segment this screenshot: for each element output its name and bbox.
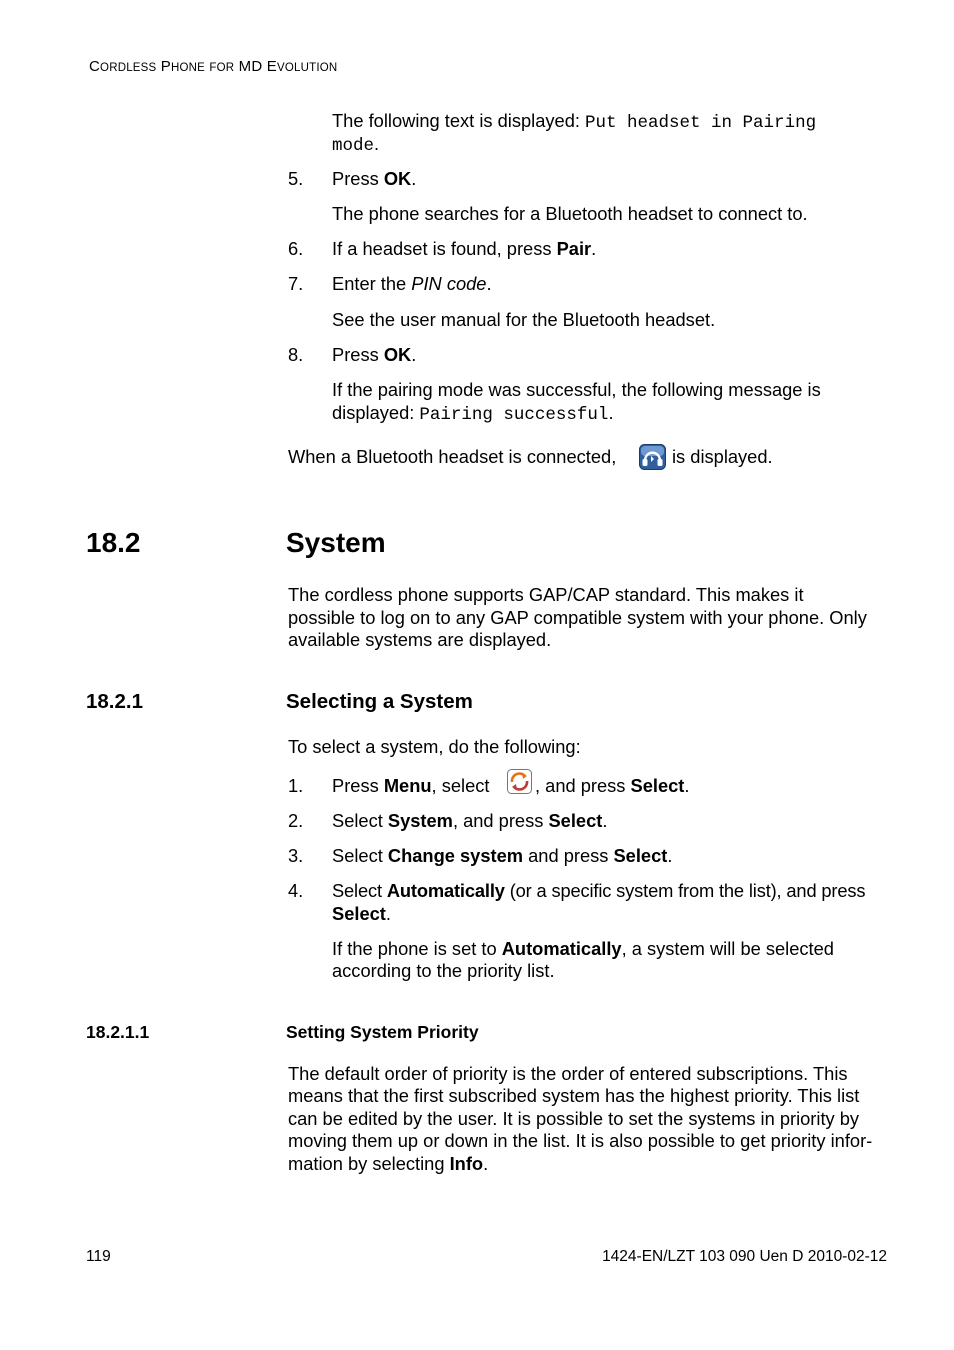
- displayed-text-line-2: mode.: [332, 133, 380, 156]
- subsection-title: Selecting a System: [286, 690, 473, 713]
- section-number: 18.2: [86, 527, 141, 558]
- step-5-note: The phone searches for a Bluetooth headset to connect to.: [332, 203, 808, 224]
- step-2-number: 2.: [288, 810, 304, 831]
- step-1-text-end: , and press Select.: [535, 775, 690, 796]
- step-7-text: Enter the PIN code.: [332, 273, 492, 294]
- headset-connected-suffix: is displayed.: [672, 446, 773, 467]
- displayed-text-line: The following text is displayed: Put headset in Pairing: [332, 110, 817, 133]
- section-paragraph-line-1: The cordless phone supports GAP/CAP standard. This makes it: [288, 584, 804, 605]
- subsubsection-number: 18.2.1.1: [86, 1022, 150, 1042]
- subsubsection-title: Setting System Priority: [286, 1022, 479, 1042]
- priority-paragraph-line-1: The default order of priority is the order of entered subscriptions. This: [288, 1063, 848, 1084]
- step-7-note: See the user manual for the Bluetooth headset.: [332, 309, 716, 330]
- step-5: 5.: [288, 168, 304, 189]
- headset-connected-text: When a Bluetooth headset is connected,: [288, 446, 617, 467]
- priority-paragraph-line-5: mation by selecting Info.: [288, 1153, 489, 1174]
- step-1-number: 1.: [288, 775, 304, 796]
- running-header: CORDLESS PHONE FOR MD EVOLUTION: [89, 58, 338, 75]
- automatic-note-line-2: according to the priority list.: [332, 960, 555, 981]
- step-7-number: 7.: [288, 273, 304, 294]
- step-3-text: Select Change system and press Select.: [332, 845, 673, 866]
- section-paragraph-line-2: possible to log on to any GAP compatible system with your phone. Only: [288, 607, 867, 628]
- step-5-text: Press OK.: [332, 168, 417, 189]
- step-8-text: Press OK.: [332, 344, 417, 365]
- success-note-line-1: If the pairing mode was successful, the following message is: [332, 379, 821, 400]
- step-6-text: If a headset is found, press Pair.: [332, 238, 597, 259]
- step-2-text: Select System, and press Select.: [332, 810, 608, 831]
- step-4-text: Select Automatically (or a specific system from the list), and press: [332, 880, 866, 901]
- subsection-number: 18.2.1: [86, 690, 143, 713]
- priority-paragraph-line-4: moving them up or down in the list. It is also possible to get priority infor-: [288, 1130, 873, 1151]
- step-8-number: 8.: [288, 344, 304, 365]
- system-settings-icon: [507, 769, 532, 794]
- priority-paragraph-line-2: means that the first subscribed system has the highest priority. This list: [288, 1085, 860, 1106]
- section-title: System: [286, 527, 386, 558]
- subsection-intro: To select a system, do the following:: [288, 736, 581, 757]
- success-note-line-2: displayed: Pairing successful.: [332, 402, 614, 425]
- step-1-text: Press Menu, select: [332, 775, 490, 796]
- bluetooth-headset-icon: [639, 444, 666, 470]
- step-4-number: 4.: [288, 880, 304, 901]
- document-id: 1424-EN/LZT 103 090 Uen D 2010-02-12: [602, 1248, 887, 1265]
- section-paragraph-line-3: available systems are displayed.: [288, 629, 552, 650]
- step-4-text-line-2: Select.: [332, 903, 391, 924]
- page-number: 119: [86, 1248, 111, 1265]
- priority-paragraph-line-3: can be edited by the user. It is possible to set the systems in priority by: [288, 1108, 860, 1129]
- automatic-note-line-1: If the phone is set to Automatically, a system will be selected: [332, 938, 834, 959]
- step-6-number: 6.: [288, 238, 304, 259]
- step-3-number: 3.: [288, 845, 304, 866]
